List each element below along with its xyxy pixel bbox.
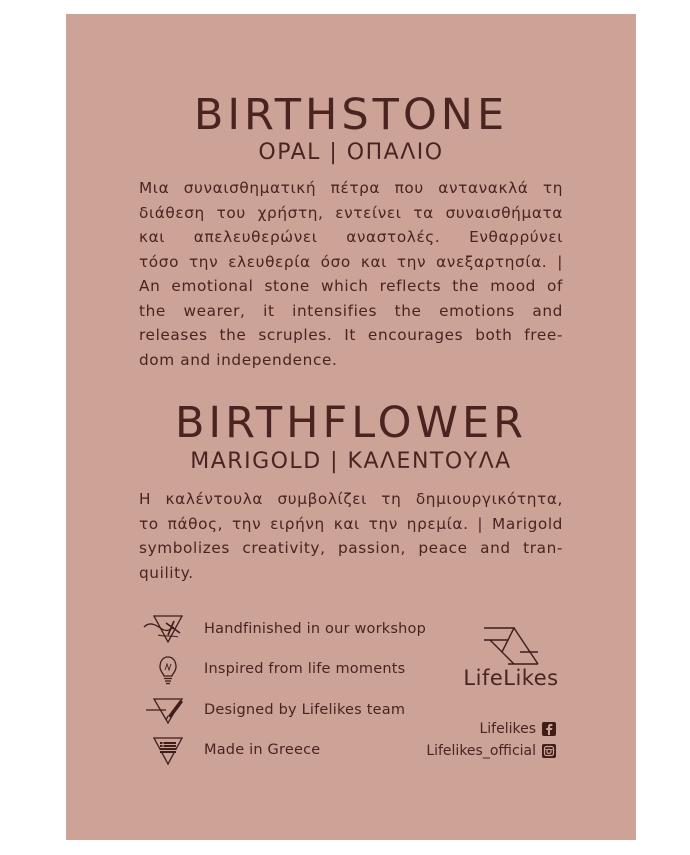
description-line: διάθεση του χρήστη, εντείνει τα συναισθήματα <box>139 203 563 222</box>
description-line: και απελευθερώνει αναστολές. Ενθαρρύνει <box>139 228 563 246</box>
feature-label: Designed by Lifelikes team <box>204 702 406 718</box>
birthflower-subheading: MARIGOLD | ΚΑΛΕΝΤΟΥΛΑ <box>190 449 512 474</box>
description-line: symbolizes creativity, passion, peace and tran- <box>139 539 563 557</box>
birthstone-heading: BIRTHSTONE <box>193 90 509 140</box>
feature-label: Handfinished in our workshop <box>204 621 426 637</box>
description-line: Η καλέντουλα συμβολίζει τη δημιουργικότητα, <box>139 490 563 508</box>
facebook-label: Lifelikes <box>479 721 536 737</box>
feature-handfinished <box>140 613 426 645</box>
birthstone-subheading: OPAL | ΟΠΑΛΙΟ <box>258 140 444 165</box>
description-line: An emotional stone which reflects the mood of <box>139 277 563 295</box>
hand-tools-triangle-icon <box>140 613 196 645</box>
feature-designed <box>140 694 405 726</box>
birthflower-description <box>139 487 563 585</box>
description-line: το πάθος, την ειρήνη και την ηρεμία. | Marigold <box>139 514 563 533</box>
pen-triangle-icon <box>140 694 196 726</box>
facebook-icon <box>542 722 556 736</box>
description-line: Μια συναισθηματική πέτρα που αντανακλά τη <box>139 179 563 197</box>
description-line: the wearer, it intensifies the emotions and <box>139 301 563 320</box>
birthstone-description <box>139 176 563 372</box>
description-line: releases the scruples. It encourages both free- <box>139 326 563 344</box>
description-line: dom and independence. <box>139 350 338 369</box>
instagram-icon <box>542 744 556 758</box>
description-line: τόσο την ελευθερία όσο και την ανεξαρτησία. | <box>139 252 563 271</box>
product-card <box>66 14 636 840</box>
feature-made-in-greece <box>140 734 320 766</box>
feature-label: Made in Greece <box>204 742 321 758</box>
lifelikes-logo-icon <box>480 622 542 666</box>
greek-flag-triangle-icon <box>140 734 196 766</box>
feature-inspired <box>140 653 405 685</box>
instagram-label: Lifelikes_official <box>426 743 536 759</box>
instagram-handle[interactable] <box>426 741 556 761</box>
description-line: quility. <box>139 563 194 582</box>
brand-name: LifeLikes <box>463 666 559 690</box>
feature-label: Inspired from life moments <box>204 661 406 677</box>
birthflower-heading: BIRTHFLOWER <box>174 398 528 448</box>
lightbulb-icon <box>140 653 196 685</box>
facebook-handle[interactable] <box>479 719 556 739</box>
